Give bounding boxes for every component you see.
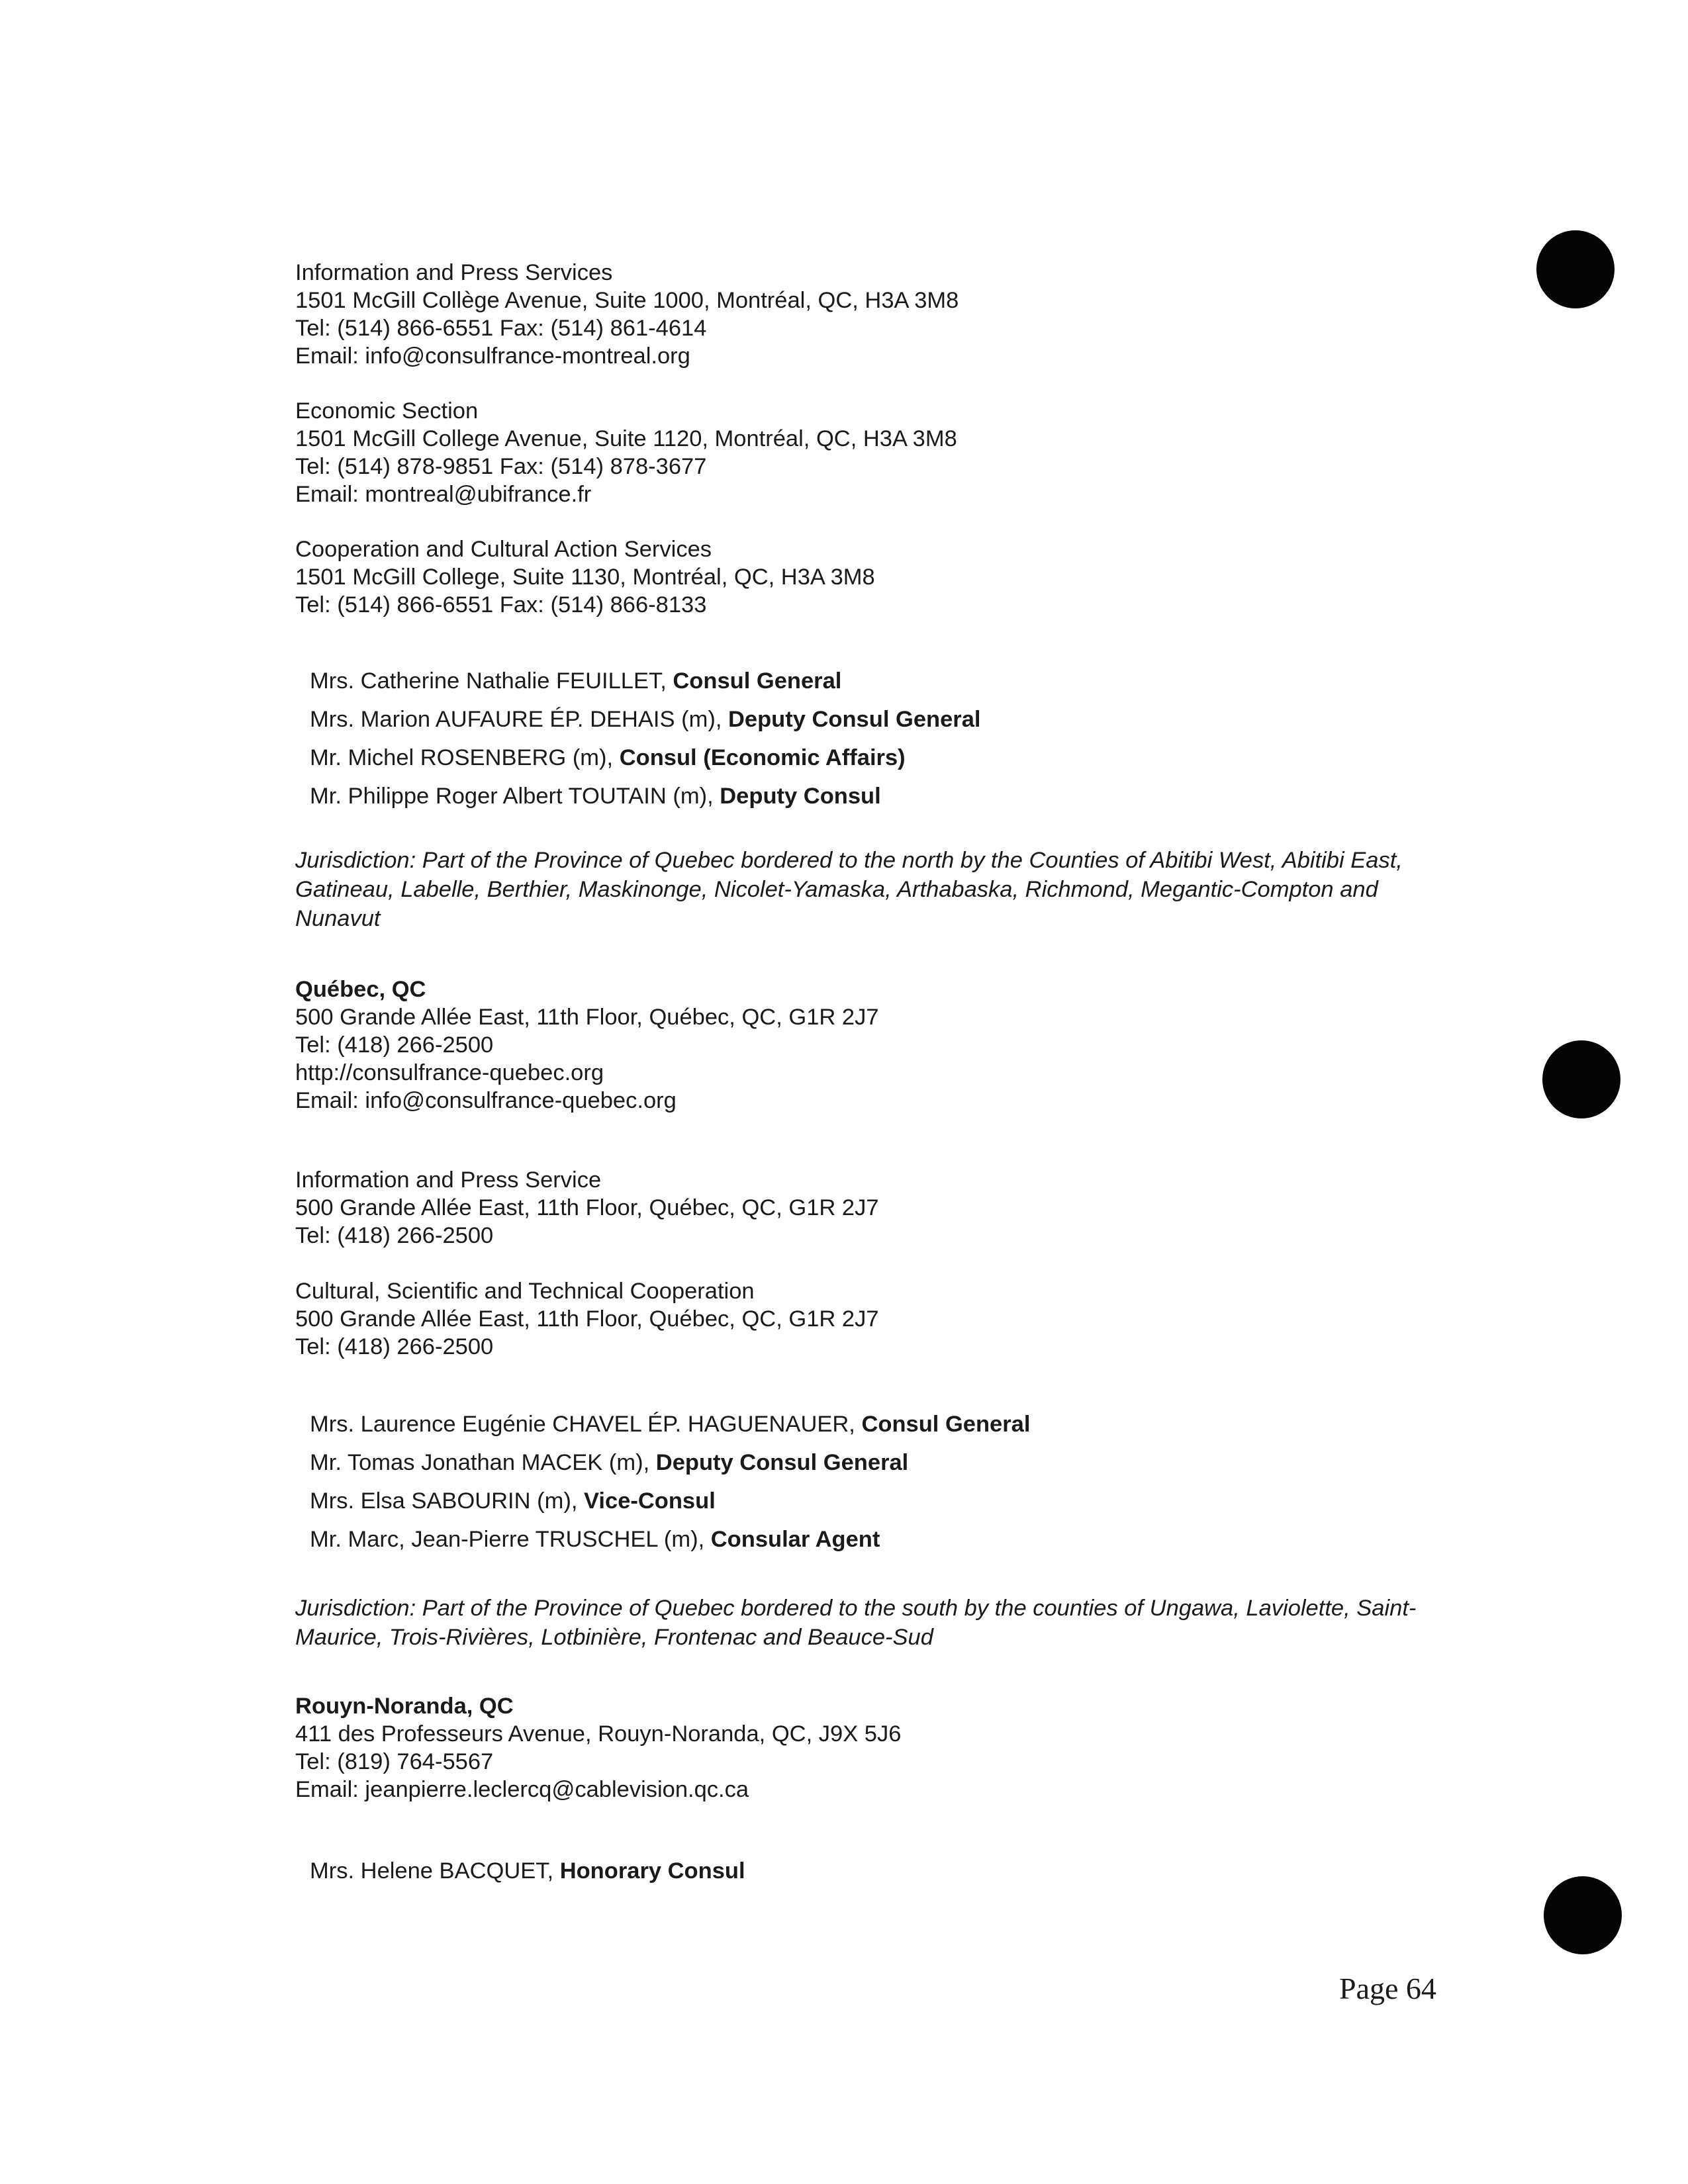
section-title: Economic Section [295,398,479,424]
address-line: 1501 McGill College Avenue, Suite 1120, Montréal, QC, H3A 3M8 [295,426,957,451]
phone-line: Tel: (418) 266-2500 [295,1223,494,1248]
rouyn-main-block [295,1692,901,1803]
email-line: Email: info@consulfrance-montreal.org [295,343,690,369]
officer-title: Vice-Consul [584,1488,716,1514]
officer-title: Deputy Consul General [655,1450,909,1475]
section-title: Information and Press Services [295,260,613,285]
officer-title: Consul (Economic Affairs) [619,745,906,770]
officer-name: Mrs. Helene BACQUET, [310,1858,560,1884]
officer-name: Mr. Michel ROSENBERG (m), [310,745,620,770]
officer-entry [310,1520,1030,1559]
phone-line: Tel: (819) 764-5567 [295,1749,494,1774]
phone-fax-line: Tel: (514) 866-6551 Fax: (514) 861-4614 [295,316,707,341]
address-line: 1501 McGill Collège Avenue, Suite 1000, Montréal, QC, H3A 3M8 [295,288,959,313]
montreal-info-press-block [295,259,959,370]
officer-name: Mrs. Catherine Nathalie FEUILLET, [310,668,673,694]
officer-entry [310,662,980,700]
email-line: Email: montreal@ubifrance.fr [295,482,592,507]
officer-title: Honorary Consul [559,1858,745,1884]
officer-title: Deputy Consul General [727,707,981,732]
consulate-heading: Québec, QC [295,977,426,1002]
website-line: http://consulfrance-quebec.org [295,1060,604,1085]
section-title: Cooperation and Cultural Action Services [295,537,712,562]
quebec-jurisdiction: Jurisdiction: Part of the Province of Quebec bordered to the south by the counties of Ungawa, Laviolette, Saint-Maurice, Trois-Rivières, Lotbinière, Frontenac and Beauce-Sud [295,1596,1417,1650]
quebec-officers-list [310,1405,1030,1559]
punch-hole-top [1536,230,1615,308]
officer-title: Consul General [673,668,842,694]
montreal-jurisdiction: Jurisdiction: Part of the Province of Quebec bordered to the north by the Counties of Abitibi West, Abitibi East, Gatineau, Labelle, Berthier, Maskinonge, Nicolet-Yamaska, Arthabaska, Richmond, Megantic-Compton and Nunavut [295,848,1403,931]
address-line: 411 des Professeurs Avenue, Rouyn-Noranda, QC, J9X 5J6 [295,1721,902,1747]
section-title: Information and Press Service [295,1167,602,1193]
section-title: Cultural, Scientific and Technical Cooperation [295,1279,755,1304]
phone-line: Tel: (418) 266-2500 [295,1334,494,1359]
officer-entry [310,1482,1030,1520]
punch-hole-bottom [1544,1876,1622,1954]
officer-name: Mr. Philippe Roger Albert TOUTAIN (m), [310,784,720,809]
montreal-economic-block [295,397,957,508]
officer-name: Mrs. Marion AUFAURE ÉP. DEHAIS (m), [310,707,728,732]
phone-line: Tel: (418) 266-2500 [295,1032,494,1058]
address-line: 500 Grande Allée East, 11th Floor, Québec, QC, G1R 2J7 [295,1195,879,1220]
officer-entry [310,700,980,739]
officer-entry [310,1405,1030,1443]
address-line: 500 Grande Allée East, 11th Floor, Québec, QC, G1R 2J7 [295,1306,879,1332]
rouyn-officers-list [310,1852,745,1890]
officer-entry [310,739,980,777]
officer-name: Mr. Marc, Jean-Pierre TRUSCHEL (m), [310,1527,711,1552]
officer-entry [310,1852,745,1890]
email-line: Email: jeanpierre.leclercq@cablevision.qc.ca [295,1777,749,1802]
officer-title: Deputy Consul [720,784,881,809]
quebec-info-press-block [295,1166,879,1250]
quebec-cultural-block [295,1277,879,1361]
phone-fax-line: Tel: (514) 866-6551 Fax: (514) 866-8133 [295,592,707,617]
officer-name: Mrs. Elsa SABOURIN (m), [310,1488,585,1514]
phone-fax-line: Tel: (514) 878-9851 Fax: (514) 878-3677 [295,454,707,479]
officer-entry [310,777,980,815]
officer-name: Mrs. Laurence Eugénie CHAVEL ÉP. HAGUENAUER, [310,1412,862,1437]
email-line: Email: info@consulfrance-quebec.org [295,1088,677,1113]
address-line: 1501 McGill College, Suite 1130, Montréal, QC, H3A 3M8 [295,565,875,590]
montreal-officers-list [310,662,980,815]
punch-hole-middle [1542,1040,1620,1118]
officer-title: Consular Agent [710,1527,880,1552]
page-number: Page 64 [1339,1972,1436,2005]
consulate-heading: Rouyn-Noranda, QC [295,1694,514,1719]
officer-title: Consul General [861,1412,1031,1437]
montreal-cooperation-block [295,535,875,619]
officer-entry [310,1443,1030,1482]
quebec-main-block [295,976,879,1115]
officer-name: Mr. Tomas Jonathan MACEK (m), [310,1450,656,1475]
address-line: 500 Grande Allée East, 11th Floor, Québec, QC, G1R 2J7 [295,1005,879,1030]
